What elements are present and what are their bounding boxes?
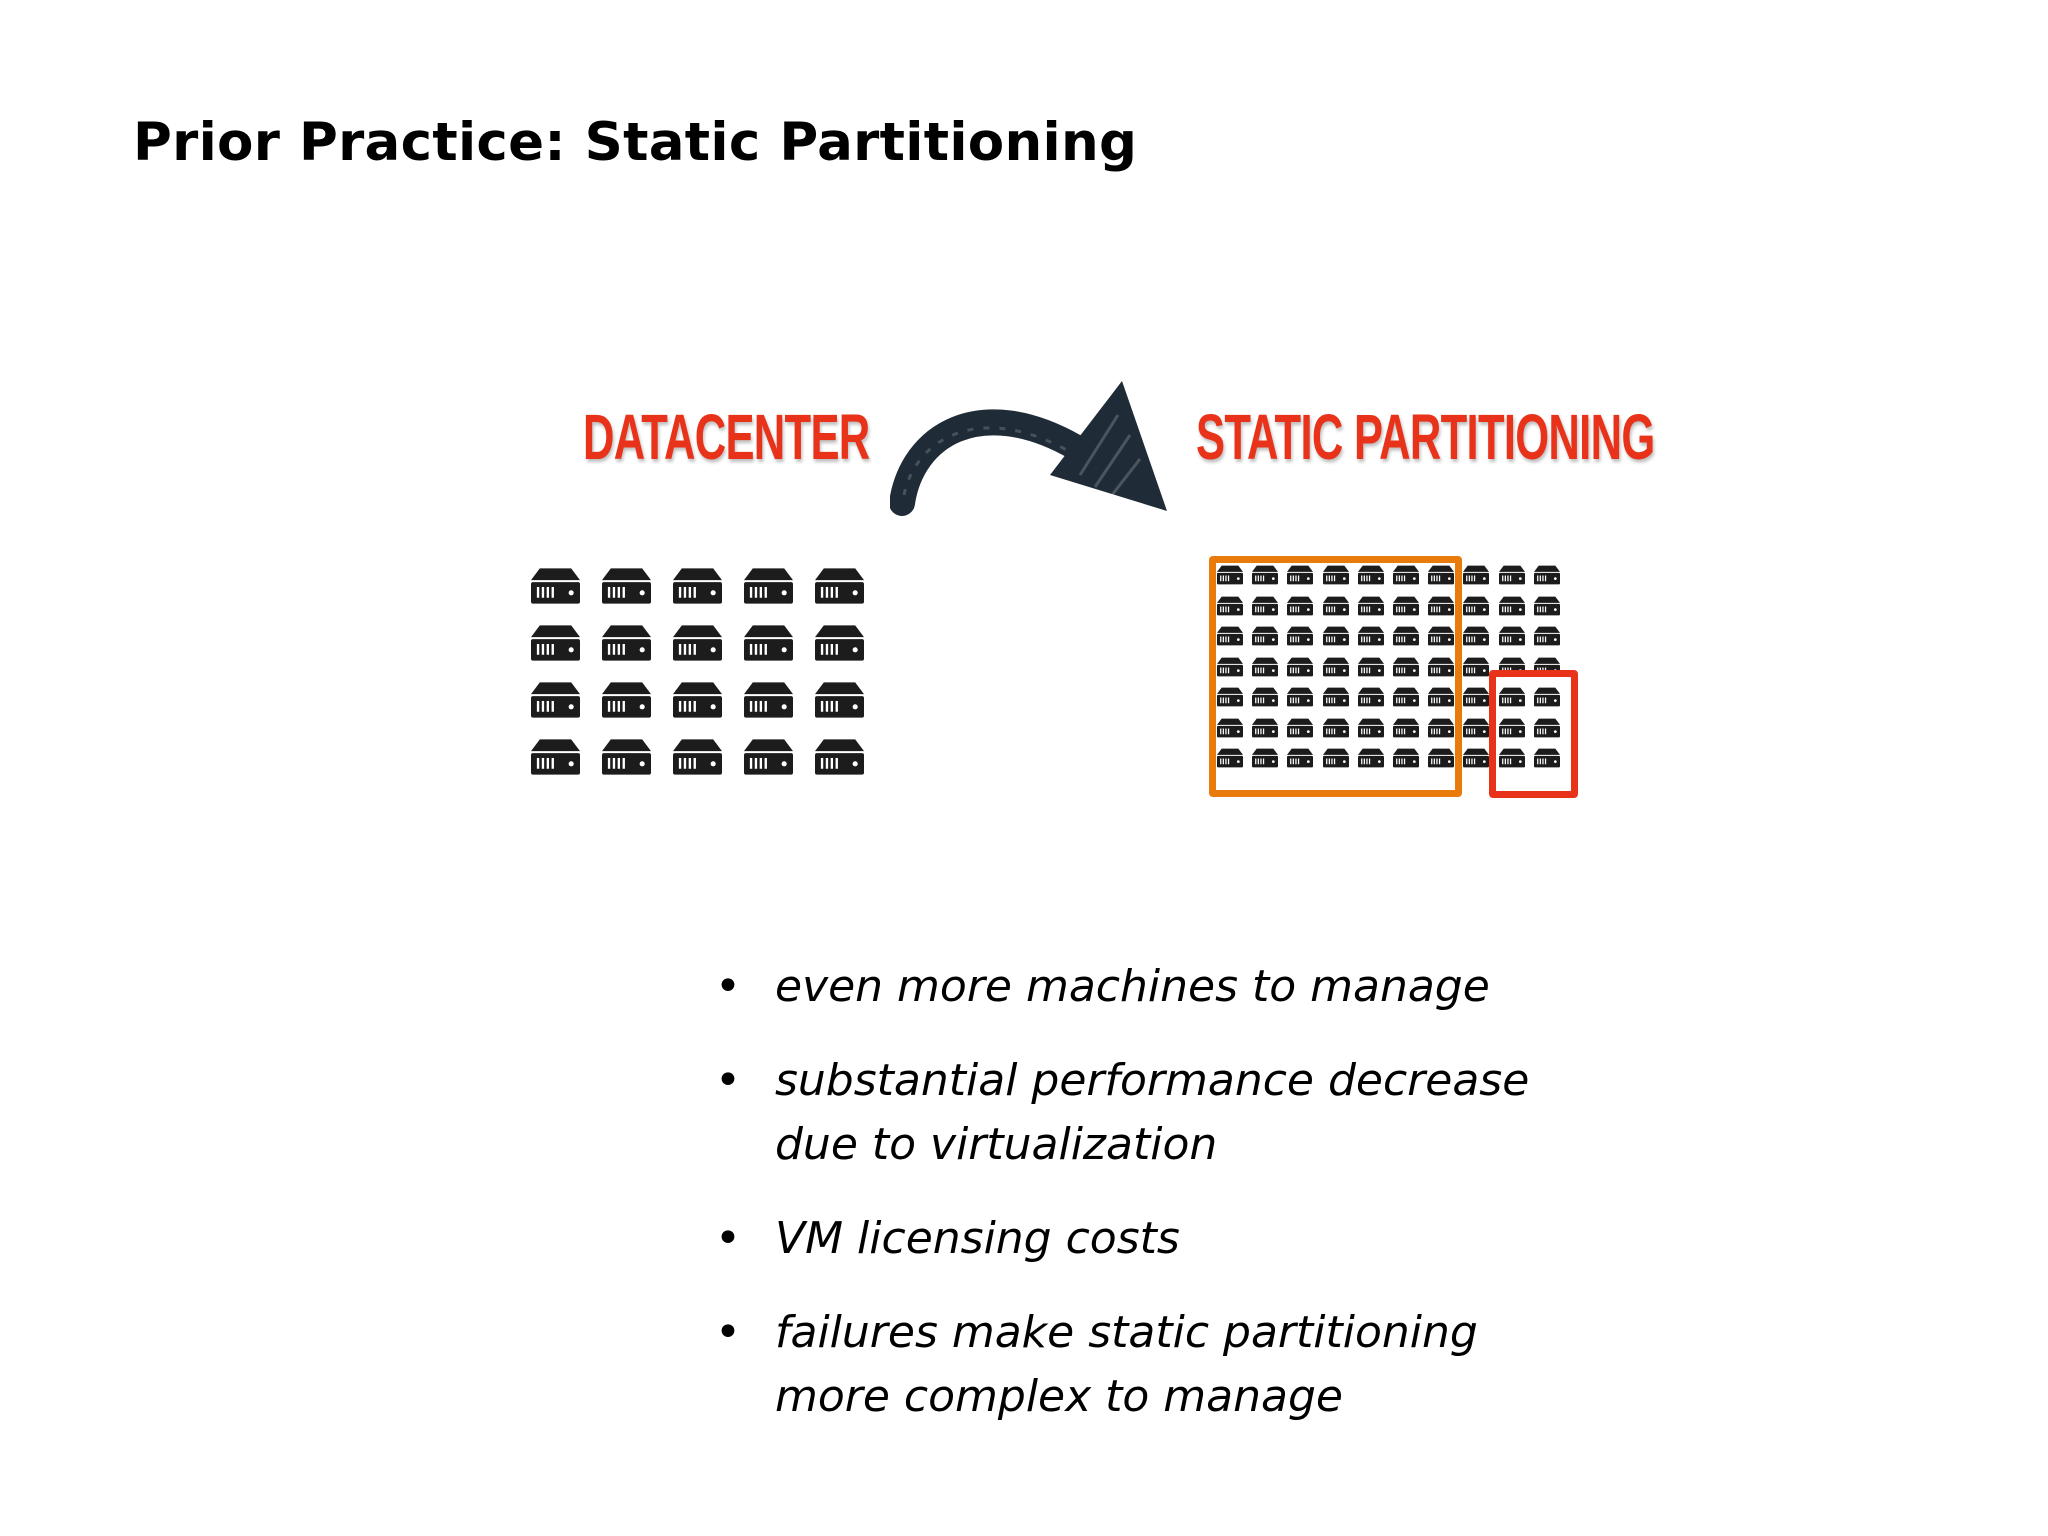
server-rack-icon [1499, 565, 1525, 585]
server-rack-icon [815, 682, 864, 718]
server-rack-icon [602, 568, 651, 604]
server-rack-icon [531, 625, 580, 661]
server-rack-icon [815, 568, 864, 604]
server-rack-icon [1499, 626, 1525, 646]
server-rack-icon [1534, 565, 1560, 585]
static-partitioning-label: STATIC PARTITIONING [1196, 401, 1655, 473]
bullet-item: • failures make static partitioning more complex to manage [715, 1301, 1535, 1429]
server-rack-icon [744, 568, 793, 604]
bullet-item: • substantial performance decrease due to virtualization [715, 1049, 1535, 1177]
slide-title: Prior Practice: Static Partitioning [133, 112, 1138, 173]
server-rack-icon [673, 625, 722, 661]
bullet-list [715, 955, 1535, 1459]
arrow-shaft [902, 422, 1075, 503]
server-rack-icon [531, 568, 580, 604]
server-rack-icon [815, 739, 864, 775]
server-rack-icon [1463, 657, 1489, 677]
server-rack-icon [1463, 687, 1489, 707]
server-rack-icon [1534, 626, 1560, 646]
datacenter-server-grid [531, 568, 864, 775]
red-partition-box [1489, 670, 1578, 798]
server-rack-icon [531, 739, 580, 775]
server-rack-icon [673, 568, 722, 604]
server-rack-icon [1499, 596, 1525, 616]
server-rack-icon [1463, 596, 1489, 616]
bullet-item: • even more machines to manage [715, 955, 1535, 1019]
server-rack-icon [602, 625, 651, 661]
server-rack-icon [602, 682, 651, 718]
server-rack-icon [531, 682, 580, 718]
datacenter-label: DATACENTER [583, 401, 870, 473]
orange-partition-box [1209, 556, 1462, 797]
server-rack-icon [744, 739, 793, 775]
server-rack-icon [744, 625, 793, 661]
server-rack-icon [602, 739, 651, 775]
server-rack-icon [673, 682, 722, 718]
server-rack-icon [1463, 565, 1489, 585]
curved-arrow-icon [890, 375, 1180, 520]
server-rack-icon [1463, 626, 1489, 646]
server-rack-icon [1463, 748, 1489, 768]
server-rack-icon [673, 739, 722, 775]
server-rack-icon [1534, 596, 1560, 616]
bullet-item: • VM licensing costs [715, 1207, 1535, 1271]
server-rack-icon [1463, 718, 1489, 738]
server-rack-icon [744, 682, 793, 718]
server-rack-icon [815, 625, 864, 661]
